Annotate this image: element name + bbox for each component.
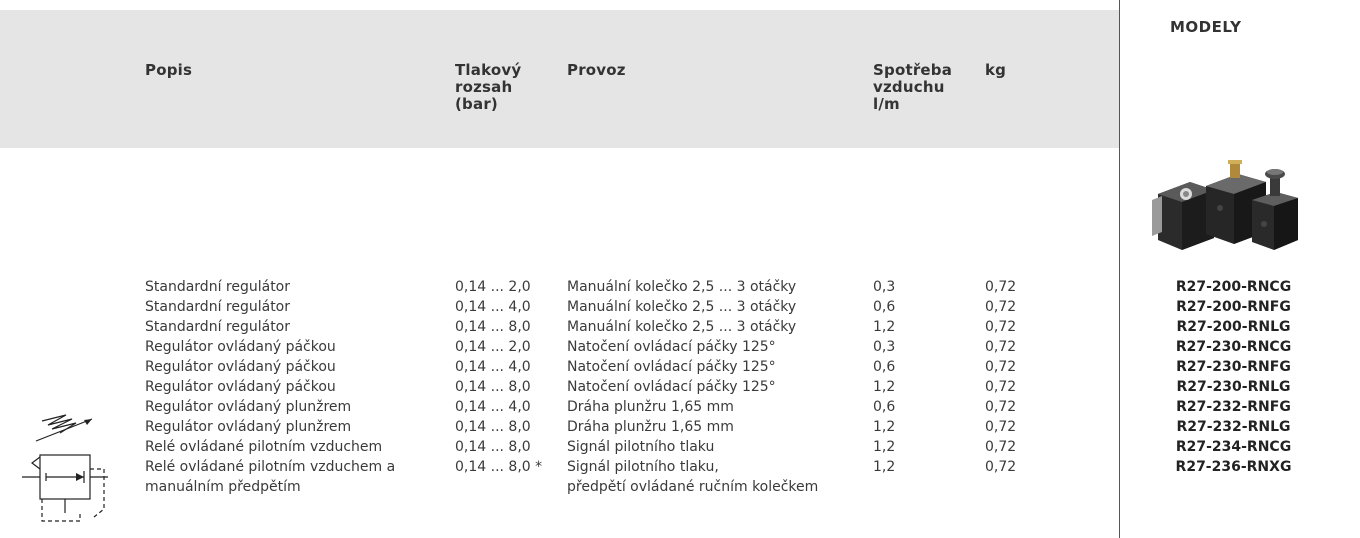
row-pressure-range: 0,14 ... 4,0 <box>455 359 531 375</box>
row-model: R27-230-RNLG <box>1176 379 1291 395</box>
row-description: Relé ovládané pilotním vzduchem <box>145 439 383 455</box>
table-row <box>0 439 1360 456</box>
row-description: Regulátor ovládaný plunžrem <box>145 399 352 415</box>
row-description: Standardní regulátor <box>145 299 291 315</box>
row-operation: Manuální kolečko 2,5 ... 3 otáčky <box>567 319 797 335</box>
table-row <box>0 279 1360 296</box>
row-model: R27-200-RNFG <box>1176 299 1291 315</box>
row-air-consumption: 0,6 <box>873 399 896 415</box>
header-popis: Popis <box>145 61 193 79</box>
row-operation: Signál pilotního tlaku, <box>567 459 719 475</box>
row-air-consumption: 1,2 <box>873 439 896 455</box>
row-pressure-range: 0,14 ... 2,0 <box>455 339 531 355</box>
row-model: R27-232-RNLG <box>1176 419 1291 435</box>
row-air-consumption: 0,6 <box>873 299 896 315</box>
table-row <box>0 359 1360 376</box>
models-divider <box>1119 0 1120 538</box>
row-air-consumption: 0,3 <box>873 279 896 295</box>
table-row <box>0 339 1360 356</box>
row-pressure-range: 0,14 ... 8,0 <box>455 439 531 455</box>
table-row <box>0 319 1360 336</box>
row-model: R27-230-RNFG <box>1176 359 1291 375</box>
row-model: R27-232-RNFG <box>1176 399 1291 415</box>
row-description: Regulátor ovládaný plunžrem <box>145 419 352 435</box>
table-row <box>0 459 1360 476</box>
row-operation: Natočení ovládací páčky 125° <box>567 339 776 355</box>
header-spotreba-vzduchu: Spotřeba vzduchu l/m <box>873 61 953 113</box>
header-provoz: Provoz <box>567 61 626 79</box>
row-pressure-range: 0,14 ... 2,0 <box>455 279 531 295</box>
row-description: Standardní regulátor <box>145 279 291 295</box>
row-pressure-range: 0,14 ... 8,0 <box>455 319 531 335</box>
row-operation: Signál pilotního tlaku <box>567 439 715 455</box>
row-air-consumption: 0,6 <box>873 359 896 375</box>
row-operation-continuation: předpětí ovládané ručním kolečkem <box>567 479 819 495</box>
header-tlakovy-rozsah: Tlakový rozsah (bar) <box>455 61 522 113</box>
row-weight: 0,72 <box>985 339 1017 355</box>
row-pressure-range: 0,14 ... 4,0 <box>455 399 531 415</box>
row-operation: Natočení ovládací páčky 125° <box>567 379 776 395</box>
row-air-consumption: 0,3 <box>873 339 896 355</box>
row-weight: 0,72 <box>985 419 1017 435</box>
row-weight: 0,72 <box>985 359 1017 375</box>
row-air-consumption: 1,2 <box>873 419 896 435</box>
header-modely: MODELY <box>1170 18 1242 36</box>
table-row <box>0 379 1360 396</box>
row-description: Regulátor ovládaný páčkou <box>145 339 336 355</box>
row-model: R27-234-RNCG <box>1175 439 1292 455</box>
row-weight: 0,72 <box>985 299 1017 315</box>
row-description: Regulátor ovládaný páčkou <box>145 379 336 395</box>
row-weight: 0,72 <box>985 279 1017 295</box>
header-kg: kg <box>985 61 1007 79</box>
row-operation: Dráha plunžru 1,65 mm <box>567 419 734 435</box>
row-operation: Natočení ovládací páčky 125° <box>567 359 776 375</box>
table-row-continuation <box>0 479 1360 496</box>
row-model: R27-200-RNLG <box>1176 319 1291 335</box>
table-row <box>0 399 1360 416</box>
table-row <box>0 299 1360 316</box>
row-weight: 0,72 <box>985 459 1017 475</box>
row-operation: Manuální kolečko 2,5 ... 3 otáčky <box>567 299 797 315</box>
row-weight: 0,72 <box>985 379 1017 395</box>
row-operation: Manuální kolečko 2,5 ... 3 otáčky <box>567 279 797 295</box>
row-description: Regulátor ovládaný páčkou <box>145 359 336 375</box>
row-description: Relé ovládané pilotním vzduchem a <box>145 459 396 475</box>
row-description-continuation: manuálním předpětím <box>145 479 301 495</box>
row-air-consumption: 1,2 <box>873 319 896 335</box>
regulator-product-photo-icon <box>1150 160 1300 252</box>
table-row <box>0 419 1360 436</box>
row-description: Standardní regulátor <box>145 319 291 335</box>
row-pressure-range: 0,14 ... 4,0 <box>455 299 531 315</box>
row-weight: 0,72 <box>985 319 1017 335</box>
row-operation: Dráha plunžru 1,65 mm <box>567 399 734 415</box>
row-air-consumption: 1,2 <box>873 379 896 395</box>
row-weight: 0,72 <box>985 399 1017 415</box>
row-air-consumption: 1,2 <box>873 459 896 475</box>
row-model: R27-200-RNCG <box>1175 279 1292 295</box>
row-pressure-range: 0,14 ... 8,0 <box>455 379 531 395</box>
row-model: R27-230-RNCG <box>1175 339 1292 355</box>
row-pressure-range: 0,14 ... 8,0 * <box>455 459 543 475</box>
row-model: R27-236-RNXG <box>1175 459 1292 475</box>
row-pressure-range: 0,14 ... 8,0 <box>455 419 531 435</box>
row-weight: 0,72 <box>985 439 1017 455</box>
